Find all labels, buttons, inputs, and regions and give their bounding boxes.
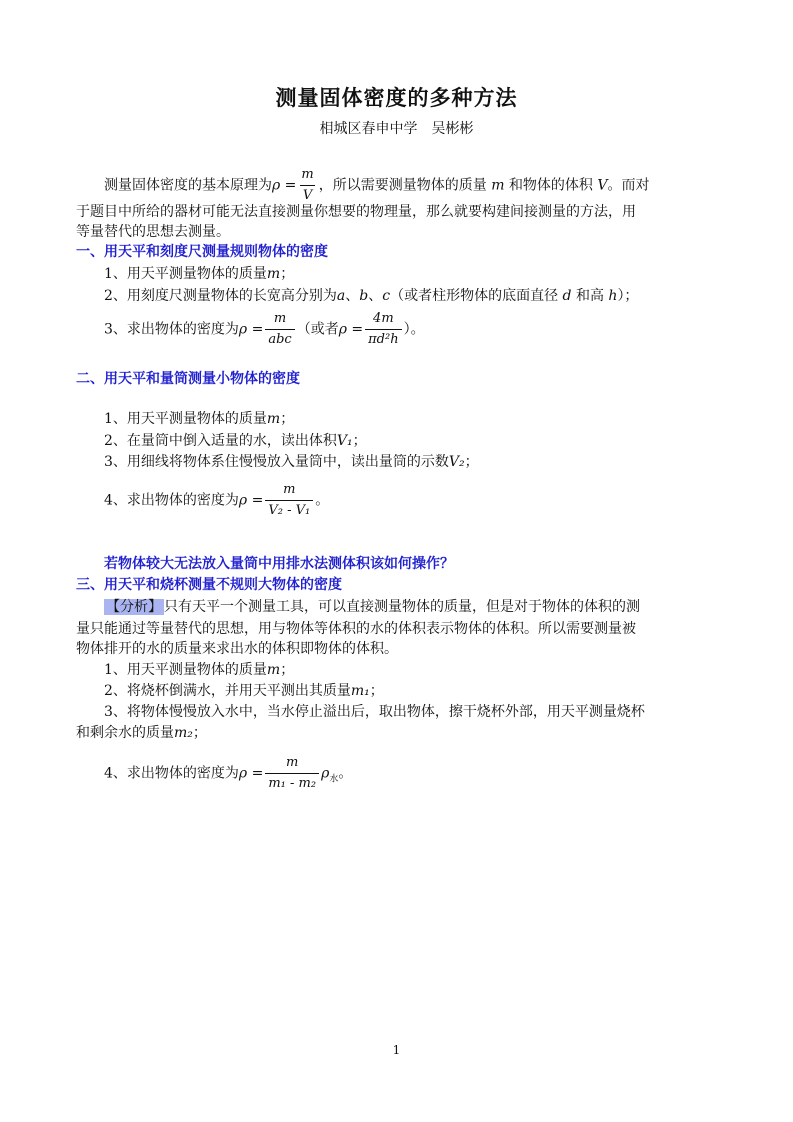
analysis-line-1: 【分析】 只有天平一个测量工具，可以直接测量物体的质量，但是对于物体的体积的测 (106, 599, 640, 615)
question-line: 若物体较大无法放入量筒中用排水法测体积该如何操作？ (104, 556, 454, 572)
analysis-label: 【分析】 (106, 599, 162, 615)
document-title: 测量固体密度的多种方法 (275, 86, 518, 110)
section-3-step-3: 3、将物体慢慢放入水中，当水停止溢出后，取出物体，擦干烧杯外部，用天平测量烧杯 (104, 704, 645, 720)
section-3-step-2: 2、将烧杯倒满水，并用天平测出其质量m₁； (104, 683, 384, 699)
section-1-heading: 一、用天平和刻度尺测量规则物体的密度 (76, 244, 328, 260)
analysis-line-3: 物体排开的水的质量来求出水的体积即物体的体积。 (76, 641, 398, 657)
intro-line-2: 于题目中所给的器材可能无法直接测量你想要的物理量，那么就要构建间接测量的方法，用 (76, 204, 636, 220)
formula-m-over-mass-diff: $\frac{m}{\text{m₁ - m₂}}$ (265, 755, 319, 792)
section-3-step-4: 4、求出物体的密度为ρ = $\frac{m}{\text{m₁ - m₂}}$ $\rho_水$。 (104, 755, 353, 791)
formula-m-over-abc: $\frac{m}{\text{abc}}$ (265, 311, 294, 348)
section-3-step-1: 1、用天平测量物体的质量m； (104, 662, 295, 678)
section-2-heading: 二、用天平和量筒测量小物体的密度 (76, 371, 300, 387)
analysis-line-2: 量只能通过等量替代的思想，用与物体等体积的水的体积表示物体的体积。所以需要测量被 (76, 621, 636, 637)
section-2-step-3: 3、用细线将物体系住慢慢放入量筒中，读出量筒的示数V₂； (104, 454, 479, 470)
section-1-step-1: 1、用天平测量物体的质量m； (104, 266, 295, 282)
section-2-step-4: 4、求出物体的密度为ρ = $\frac{m}{\text{V₂ - V₁}}$ 。 (104, 482, 330, 518)
density-formula: $\frac{m}{V}$ (301, 167, 314, 203)
intro-line-3: 等量替代的思想去测量。 (76, 224, 230, 240)
section-3-step-3-cont: 和剩余水的质量m₂； (76, 725, 207, 741)
intro-line-1: 测量固体密度的基本原理为ρ = $\frac{m}{V}$ ，所以需要测量物体的质量 m 和物体的体积 V。而对 (104, 167, 650, 203)
section-1-step-2: 2、用刻度尺测量物体的长宽高分别为a、b、c（或者柱形物体的底面直径 d 和高 h）； (104, 288, 639, 304)
formula-m-over-volume-diff: $\frac{m}{\text{V₂ - V₁}}$ (265, 482, 313, 519)
section-2-step-1: 1、用天平测量物体的质量m； (104, 411, 295, 427)
section-1-step-3: 3、求出物体的密度为ρ = $\frac{m}{\text{abc}}$ （或者ρ = $\frac{4m}{\text{πd²h}}$ ）。 (104, 311, 425, 347)
author-line: 相城区春申中学 吴彬彬 (319, 121, 474, 137)
page-number: 1 (392, 1043, 401, 1057)
formula-cylinder: $\frac{4m}{\text{πd²h}}$ (365, 311, 401, 348)
section-2-step-2: 2、在量筒中倒入适量的水，读出体积V₁； (104, 433, 367, 449)
section-3-heading: 三、用天平和烧杯测量不规则大物体的密度 (76, 577, 342, 593)
